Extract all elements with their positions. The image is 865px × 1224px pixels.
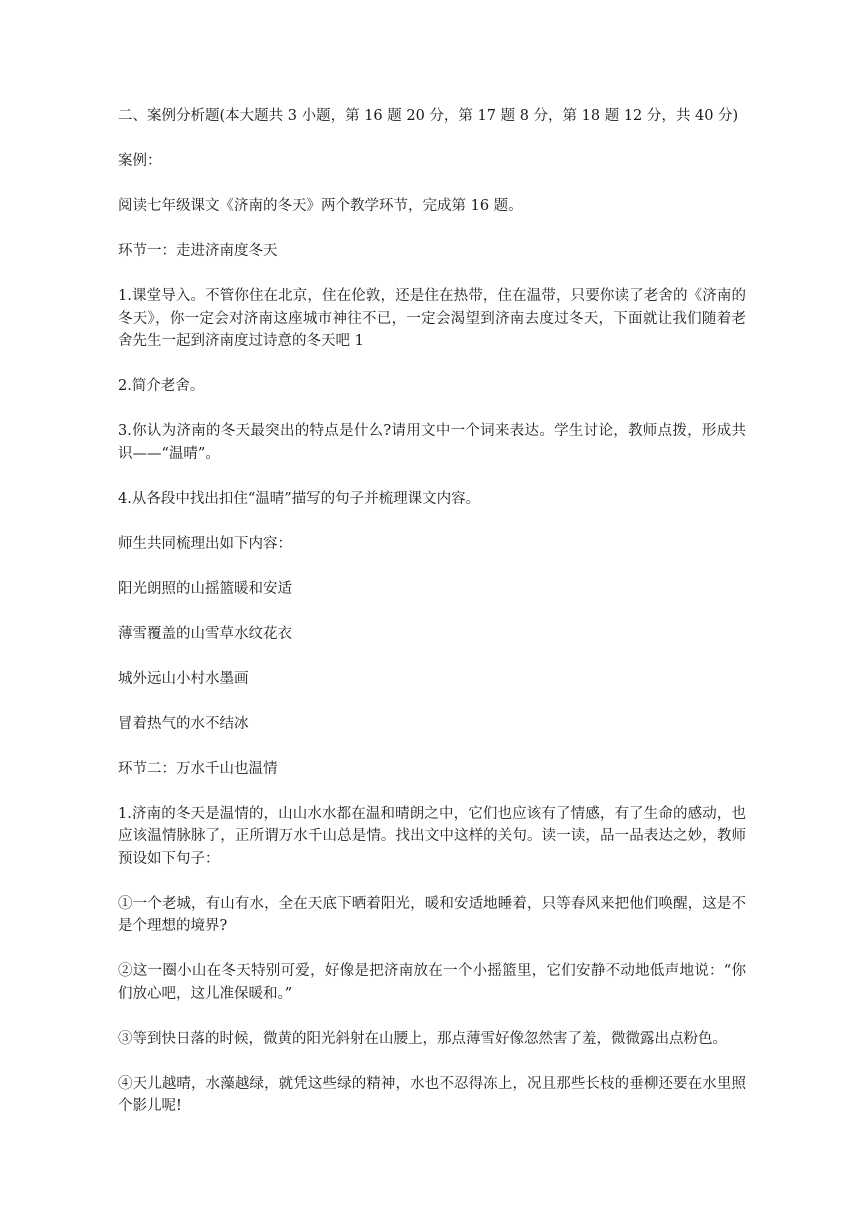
stage-one-title: 环节一：走进济南度冬天 <box>118 243 278 259</box>
stage-one-step-1: 1.课堂导入。不管你住在北京，住在伦敦，还是住在热带，住在温带，只要你读了老舍的《济南的冬天》，你一定会对济南这座城市神往不已，一定会渴望到济南去度过冬天，下面就让我们随着老舍先生一起到济南度过诗意的冬天吧 1 <box>118 288 746 349</box>
section-heading: 二、案例分析题(本大题共 3 小题，第 16 题 20 分，第 17 题 8 分，第 18 题 12 分，共 40 分) <box>118 108 739 124</box>
stage-one-step-2: 2.简介老舍。 <box>118 378 205 394</box>
case-instruction: 阅读七年级课文《济南的冬天》两个教学环节，完成第 16 题。 <box>118 198 523 214</box>
summary-item: 阳光朗照的山摇篮暖和安适 <box>118 580 292 597</box>
preset-sentence: ④天儿越晴，水藻越绿，就凭这些绿的精神，水也不忍得冻上，况且那些长枝的垂柳还要在水里照个影儿呢! <box>118 1075 746 1114</box>
summary-item: 冒着热气的水不结冰 <box>118 715 249 732</box>
case-label: 案例： <box>118 153 162 169</box>
preset-sentence: ③等到快日落的时候，微黄的阳光斜射在山腰上，那点薄雪好像忽然害了羞，微微露出点粉色。 <box>118 1030 727 1047</box>
preset-sentence: ②这一圈小山在冬天特别可爱，好像是把济南放在一个小摇篮里，它们安静不动地低声地说：“你们放心吧，这儿准保暖和。” <box>118 963 746 1002</box>
preset-sentence: ①一个老城，有山有水，全在天底下晒着阳光，暖和安适地睡着，只等春风来把他们唤醒，这是不是个理想的境界? <box>118 895 746 934</box>
summary-item: 薄雪覆盖的山雪草水纹花衣 <box>118 625 292 642</box>
stage-two-title: 环节二：万水千山也温情 <box>118 760 278 777</box>
stage-two-step-1: 1.济南的冬天是温情的，山山水水都在温和晴朗之中，它们也应该有了情感，有了生命的感动，也应该温情脉脉了，正所谓万水千山总是情。找出文中这样的关句。读一读，品一品表达之妙，教师预设如下句子： <box>118 805 746 867</box>
summary-item: 城外远山小村水墨画 <box>118 670 249 687</box>
summary-intro: 师生共同梳理出如下内容： <box>118 535 292 552</box>
stage-one-step-3: 3.你认为济南的冬天最突出的特点是什么?请用文中一个词来表达。学生讨论，教师点拨，形成共识——“温晴”。 <box>118 423 746 462</box>
document-body <box>118 105 746 1140</box>
stage-one-step-4: 4.从各段中找出扣住“温晴”描写的句子并梳理课文内容。 <box>118 490 481 507</box>
